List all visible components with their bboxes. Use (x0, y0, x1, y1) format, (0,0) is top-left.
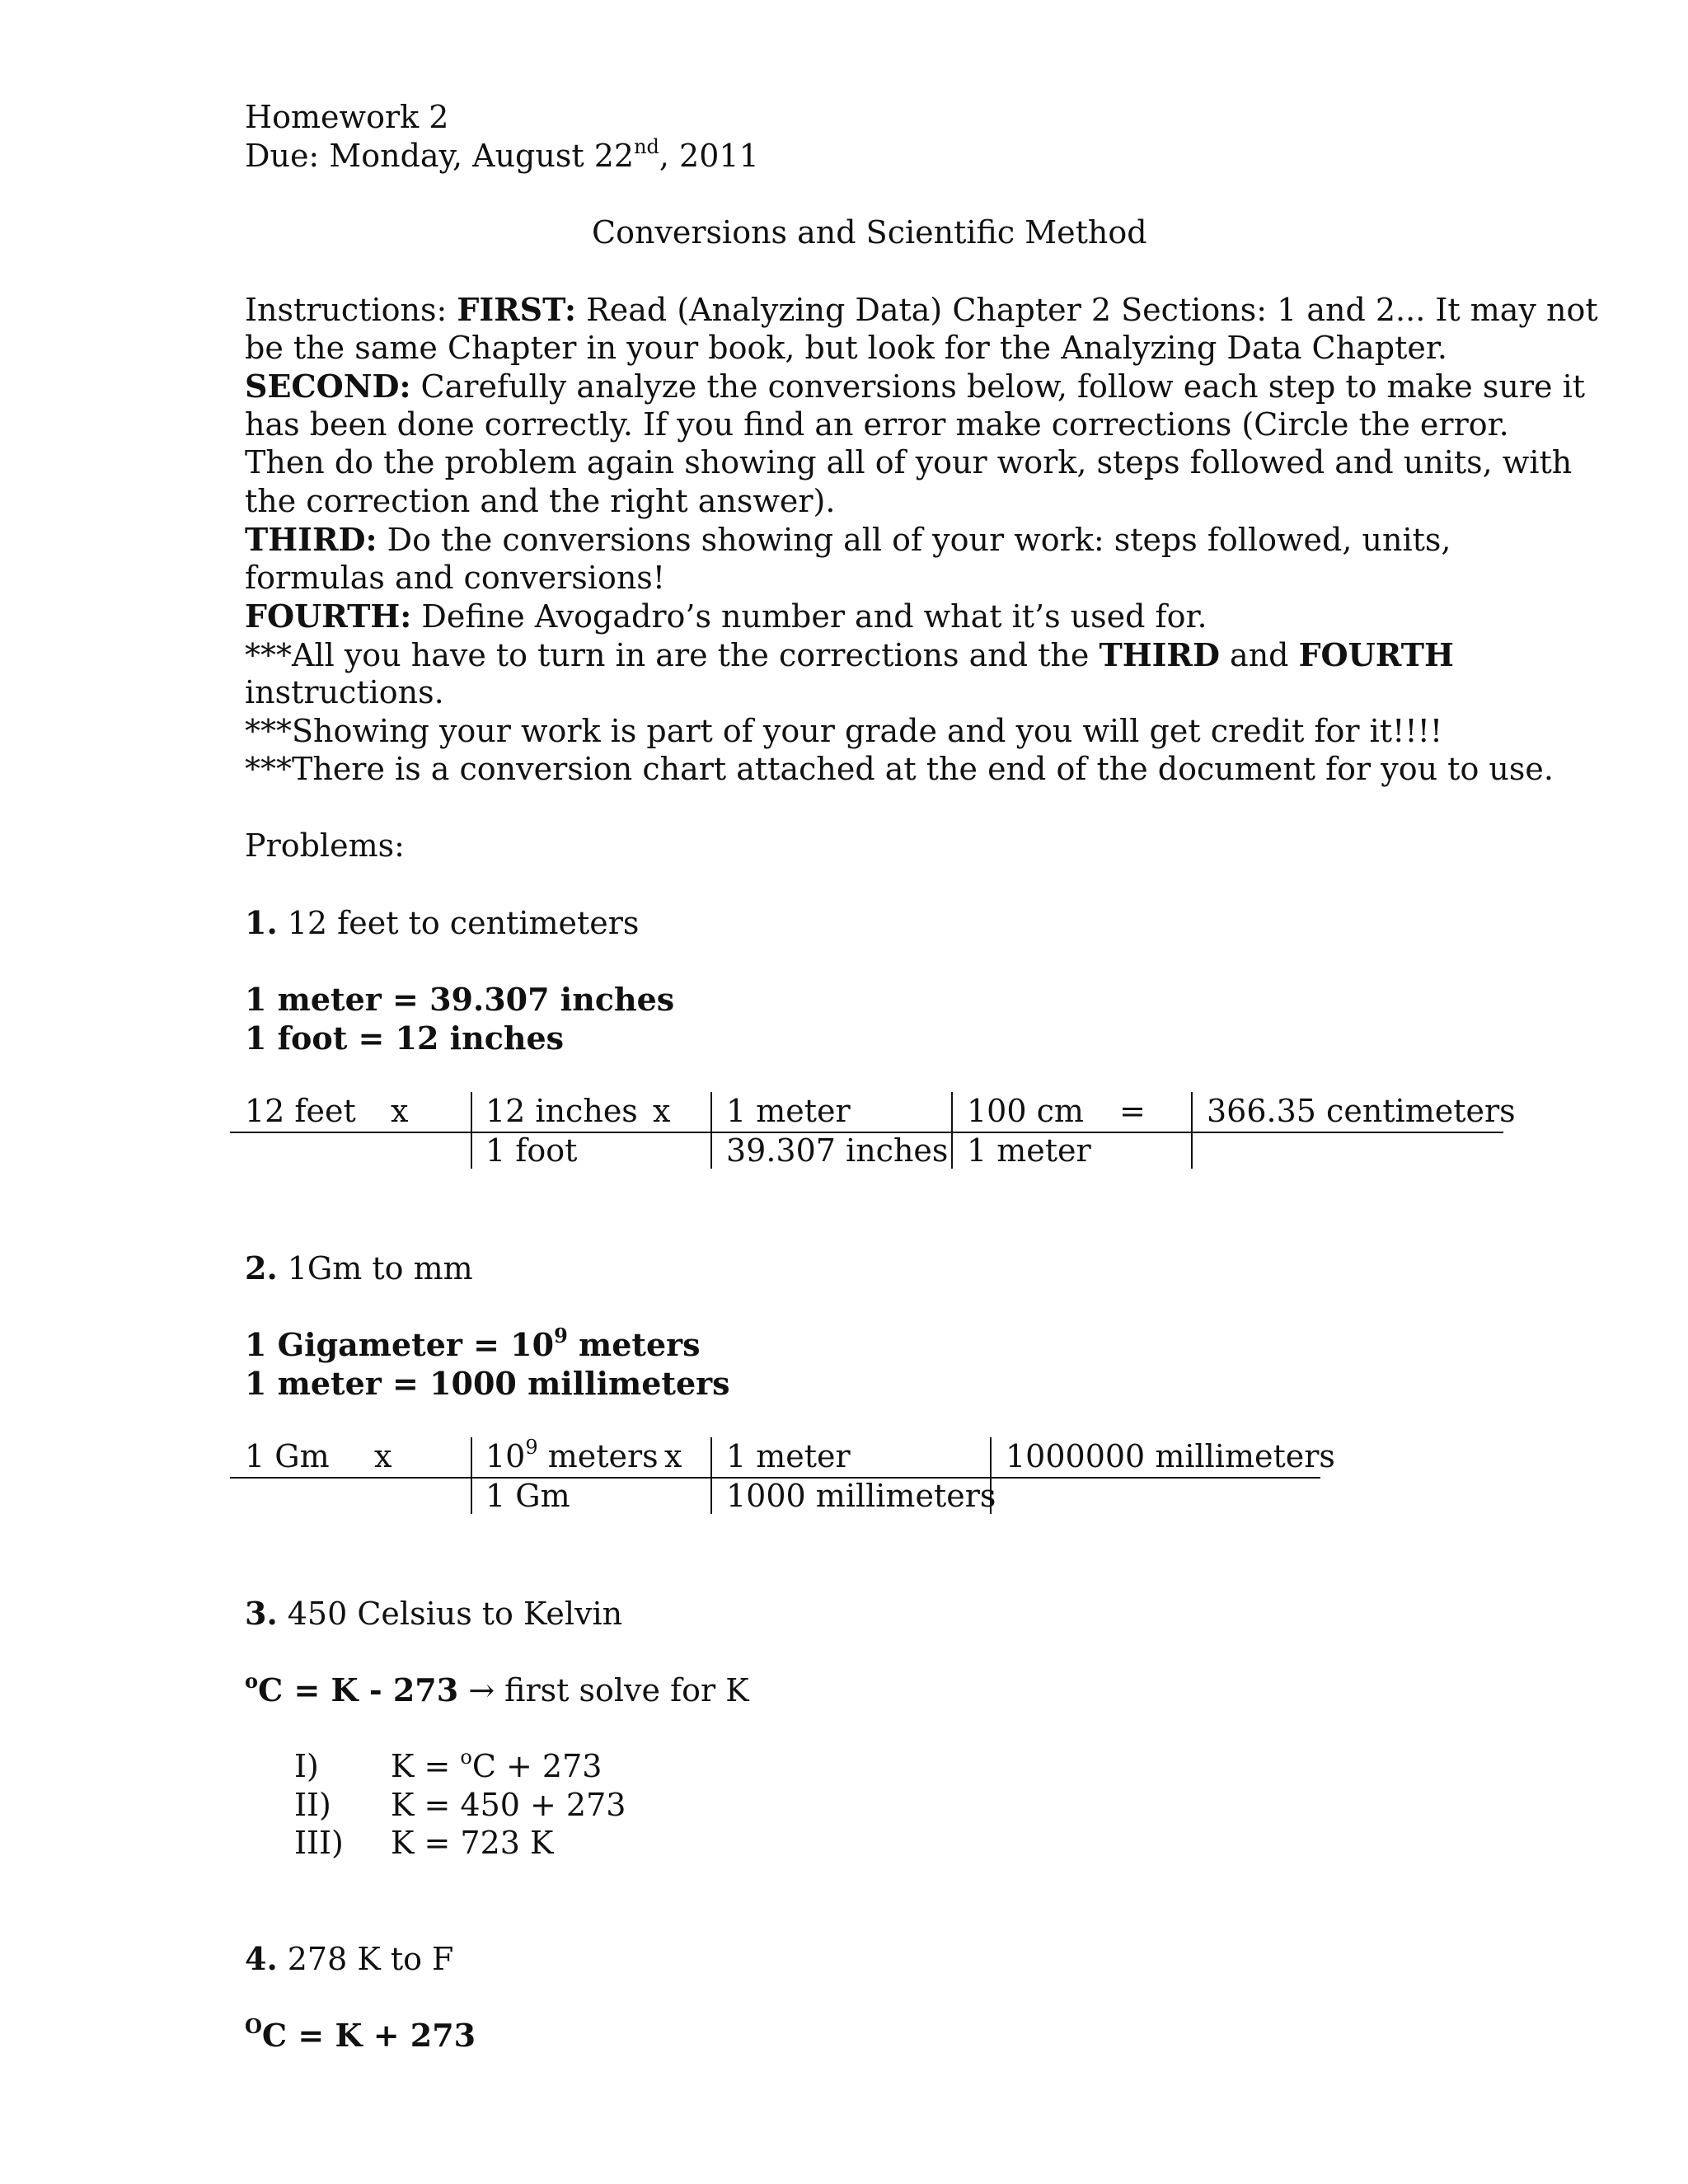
problem-3-title: 3. 450 Celsius to Kelvin (245, 1595, 623, 1632)
instructions-fourth: FOURTH: Define Avogadro’s number and what it’s used for. (245, 598, 1207, 635)
problem-3-step-label-3: III) (294, 1825, 344, 1861)
problem-2-times-1: x (374, 1438, 392, 1474)
note-conversion-chart: ***There is a conversion chart attached at the end of the document for you to use. (245, 751, 1554, 787)
problem-4-formula: $^O$C = K + 273 (245, 2014, 476, 2054)
problem-2-fact-2: 1 meter = 1000 millimeters (245, 1365, 730, 1402)
homework-title: Homework 2 (245, 99, 449, 135)
note-show-work: ***Showing your work is part of your grade and you will get credit for it!!!! (245, 713, 1443, 749)
problem-2-fact-1: 1 Gigameter = $10^9$ meters (245, 1324, 701, 1363)
problem-1-divider-4 (1191, 1092, 1193, 1169)
problem-2-title: 2. 1Gm to mm (245, 1249, 473, 1286)
problems-heading: Problems: (245, 827, 405, 864)
note-turn-in: ***All you have to turn in are the corrections and the THIRD and FOURTH (245, 636, 1454, 673)
problem-2-numerator-1: $10^9$ meters (485, 1436, 659, 1474)
problem-1-start-value: 12 feet (245, 1093, 356, 1129)
instructions-second-line2: has been done correctly. If you find an error make corrections (Circle the error. (245, 406, 1509, 443)
instructions-third-line1: THIRD: Do the conversions showing all of your work: steps followed, units, (245, 521, 1451, 558)
document-title: Conversions and Scientific Method (592, 214, 1147, 251)
problem-1-result: 366.35 centimeters (1207, 1093, 1516, 1129)
problem-1-denominator-1: 1 foot (485, 1132, 578, 1169)
instructions-second-line3: Then do the problem again showing all of your work, steps followed and units, with (245, 444, 1573, 480)
instructions-first-line1: Instructions: FIRST: Read (Analyzing Data) Chapter 2 Sections: 1 and 2... It may not (245, 291, 1598, 328)
problem-2-denominator-1: 1 Gm (485, 1478, 570, 1514)
problem-3-formula: $^o$C = K - 273 → first solve for K (245, 1669, 749, 1708)
problem-1-times-1: x (391, 1093, 409, 1129)
instructions-third-line2: formulas and conversions! (245, 560, 666, 596)
problem-1-equals: = (1119, 1093, 1146, 1129)
problem-1-numerator-2: 1 meter (726, 1093, 851, 1129)
problem-1-numerator-1: 12 inches (485, 1093, 638, 1129)
problem-2-divider-2 (710, 1437, 712, 1514)
problem-2-result: 1000000 millimeters (1006, 1438, 1335, 1474)
problem-3-step-2: K = 450 + 273 (391, 1787, 626, 1823)
problem-1-denominator-2: 39.307 inches (726, 1132, 949, 1169)
problem-2-times-2: x (664, 1438, 682, 1474)
problem-1-divider-2 (710, 1092, 712, 1169)
problem-2-numerator-2: 1 meter (726, 1438, 851, 1474)
instructions-second-line1: SECOND: Carefully analyze the conversions below, follow each step to make sure it (245, 368, 1586, 405)
instructions-first-line2: be the same Chapter in your book, but look for the Analyzing Data Chapter. (245, 330, 1447, 366)
problem-1-times-2: x (653, 1093, 671, 1129)
problem-1-divider-3 (951, 1092, 953, 1169)
problem-3-step-1: K = $^o$C + 273 (391, 1746, 603, 1784)
problem-2-divider-1 (471, 1437, 472, 1514)
problem-1-divider-1 (471, 1092, 472, 1169)
due-date: Due: Monday, August 22nd, 2011 (245, 135, 759, 174)
problem-2-denominator-2: 1000 millimeters (726, 1478, 996, 1514)
problem-1-title: 1. 12 feet to centimeters (245, 904, 640, 941)
problem-1-fact-1: 1 meter = 39.307 inches (245, 981, 675, 1018)
problem-2-start-value: 1 Gm (245, 1438, 330, 1474)
problem-3-step-label-1: I) (294, 1748, 319, 1784)
problem-3-step-3: K = 723 K (391, 1825, 554, 1861)
problem-4-title: 4. 278 K to F (245, 1940, 454, 1977)
problem-1-denominator-3: 1 meter (967, 1132, 1091, 1169)
problem-1-numerator-3: 100 cm (967, 1093, 1084, 1129)
instructions-second-line4: the correction and the right answer). (245, 483, 836, 519)
problem-3-step-label-2: II) (294, 1787, 331, 1823)
problem-1-fact-2: 1 foot = 12 inches (245, 1019, 565, 1057)
note-turn-in-line2: instructions. (245, 674, 444, 710)
